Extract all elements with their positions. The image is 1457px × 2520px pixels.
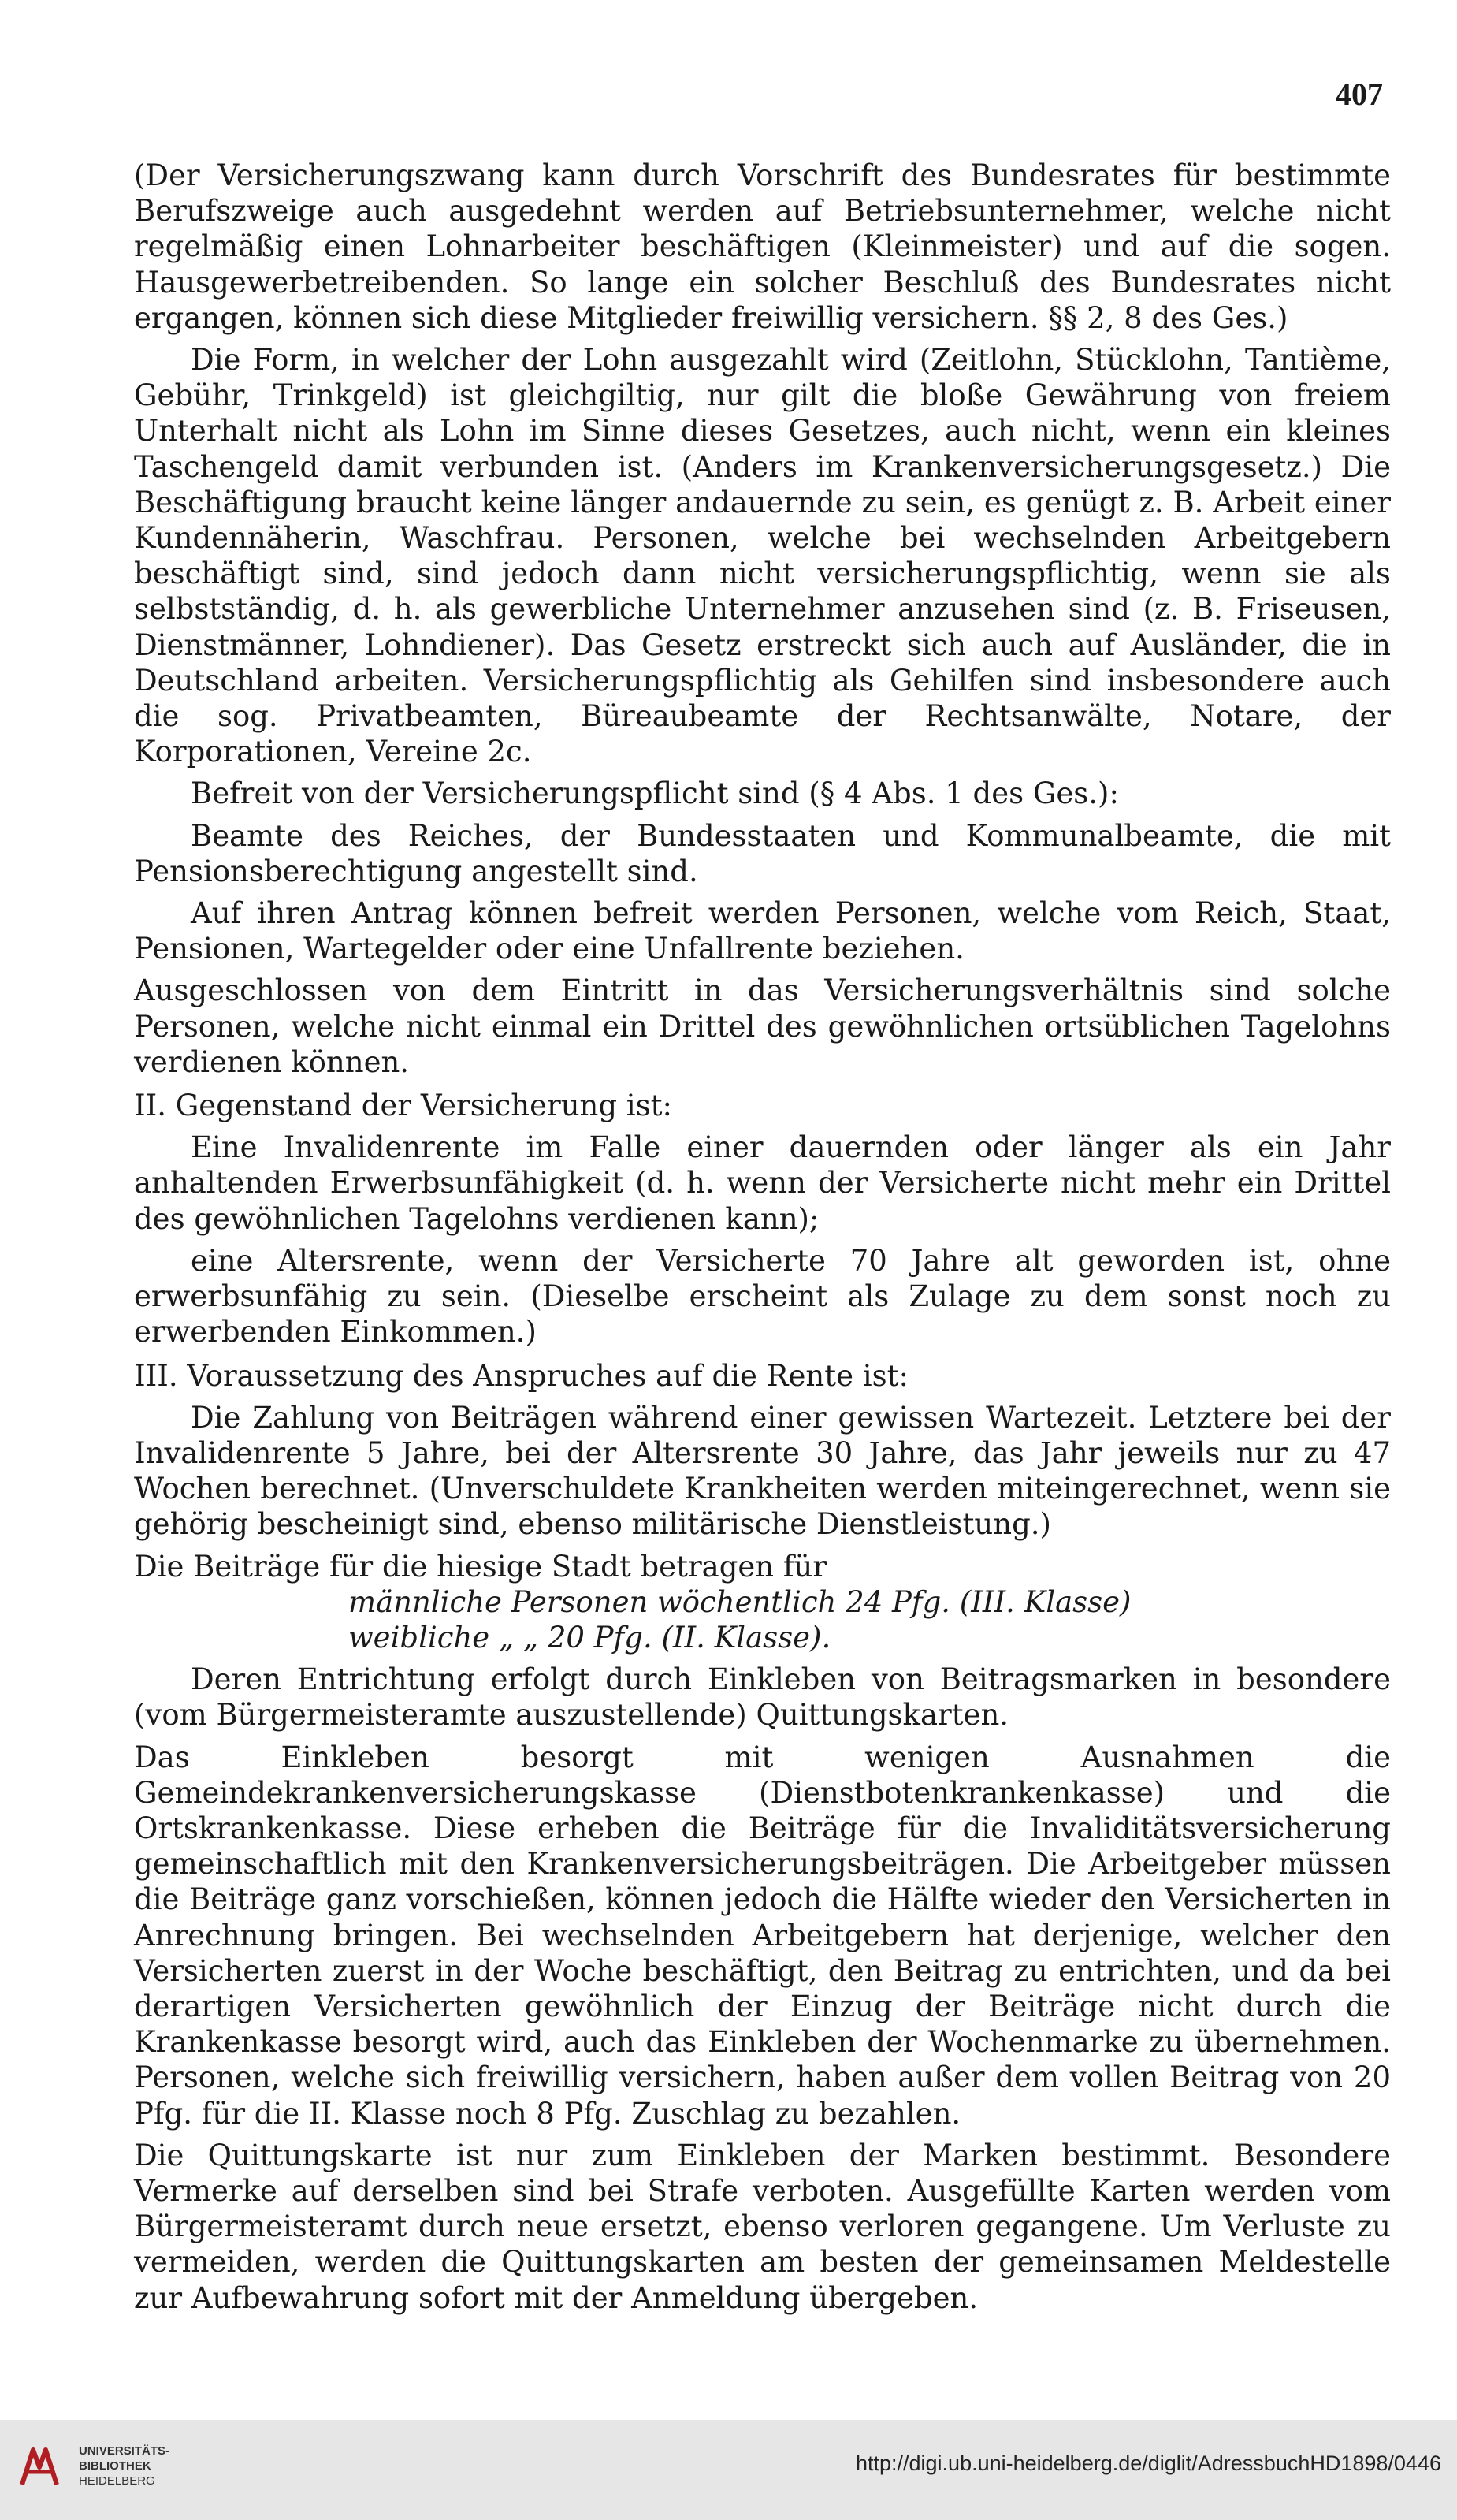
rate-line-male: männliche Personen wöchentlich 24 Pfg. (III. Klasse): [348, 1584, 1132, 1619]
paragraph-quittungskarte: Die Quittungskarte ist nur zum Einkleben der Marken bestimmt. Besondere Vermerke auf derselben sind bei Strafe verboten. Ausgefüllte Karten werden vom Bürgermeisteramt durch neue ersetzt, ebenso verloren gegangene. Um Verluste zu vermeiden, werden die Quittungskarten am besten der gemeinsamen Meldestelle zur Aufbewahrung sofort mit der Anmeldung übergeben.: [134, 2138, 1391, 2315]
paragraph-beamte: Beamte des Reiches, der Bundesstaaten und Kommunalbeamte, die mit Pensionsberechtigung angestellt sind.: [134, 818, 1391, 888]
paragraph-wartezeit: Die Zahlung von Beiträgen während einer gewissen Wartezeit. Letztere bei der Invalidenrente 5 Jahre, bei der Altersrente 30 Jahre, das Jahr jeweils nur zu 47 Wochen berechnet. (Unverschuldete Krankheiten werden miteingerechnet, wenn sie gehörig bescheinigt sind, ebenso militärische Dienstleistung.): [134, 1400, 1391, 1542]
library-name-line1: UNIVERSITÄTS-: [79, 2444, 170, 2458]
paragraph-lohn-form: Die Form, in welcher der Lohn ausgezahlt wird (Zeitlohn, Stücklohn, Tantième, Gebühr, Trinkgeld) ist gleichgiltig, nur gilt die bloße Gewährung von freiem Unterhalt nicht als Lohn im Sinne dieses Gesetzes, auch nicht, wenn ein kleines Taschengeld damit verbunden ist. (Anders im Krankenversicherungsgesetz.) Die Beschäftigung braucht keine länger andauernde zu sein, es genügt z. B. Arbeit einer Kundennäherin, Waschfrau. Personen, welche bei wechselnden Arbeitgebern beschäftigt sind, sind jedoch dann nicht versicherungspflichtig, wenn sie als selbstständig, d. h. als gewerbliche Unternehmer anzusehen sind (z. B. Friseusen, Dienstmänner, Lohndiener). Das Gesetz erstreckt sich auch auf Ausländer, die in Deutschland arbeiten. Versicherungspflichtig als Gehilfen sind insbesondere auch die sog. Privatbeamten, Büreaubeamte der Rechtsanwälte, Notare, der Korporationen, Vereine 2c.: [134, 343, 1391, 769]
paragraph-einkleben: Das Einkleben besorgt mit wenigen Ausnahmen die Gemeindekrankenversicherungskasse (Dienstbotenkrankenkasse) und die Ortskrankenkasse. Diese erheben die Beiträge für die Invaliditätsversicherung gemeinschaftlich mit den Krankenversicherungsbeiträgen. Die Arbeitgeber müssen die Beiträge ganz vorschießen, können jedoch die Hälfte wieder den Versicherten in Anrechnung bringen. Bei wechselnden Arbeitgebern hat derjenige, welcher den Versicherten zuerst in der Woche beschäftigt, den Beitrag zu entrichten, und da bei derartigen Versicherten gewöhnlich der Einzug der Beiträge nicht durch die Krankenkasse besorgt wird, auch das Einkleben der Wochenmarke zu übernehmen. Personen, welche sich freiwillig versichern, haben außer dem vollen Beitrag von 20 Pfg. für die II. Klasse noch 8 Pfg. Zuschlag zu bezahlen.: [134, 1740, 1391, 2131]
body-text: [134, 158, 1391, 2316]
section-heading-iii: III. Voraussetzung des Anspruches auf die Rente ist:: [134, 1358, 909, 1393]
paragraph-versicherungszwang: (Der Versicherungszwang kann durch Vorschrift des Bundesrates für bestimmte Berufszweige auch ausgedehnt werden auf Betriebsunternehmer, welche nicht regelmäßig einen Lohnarbeiter beschäftigen (Kleinmeister) und auf die sogen. Hausgewerbetreibenden. So lange ein solcher Beschluß des Bundesrates nicht ergangen, können sich diese Mitglieder freiwillig versichern. §§ 2, 8 des Ges.): [134, 158, 1391, 335]
paragraph-beitraege: Die Beiträge für die hiesige Stadt betragen für: [134, 1549, 827, 1584]
library-name-line2: BIBLIOTHEK: [79, 2459, 151, 2473]
section-heading-ii: II. Gegenstand der Versicherung ist:: [134, 1089, 672, 1123]
paragraph-befreit-heading: Befreit von der Versicherungspflicht sind (§ 4 Abs. 1 des Ges.):: [191, 776, 1119, 811]
university-library-logo-icon: [16, 2444, 63, 2491]
footer-bar: [0, 2420, 1457, 2520]
source-url-link[interactable]: http://digi.ub.uni-heidelberg.de/diglit/AdressbuchHD1898/0446: [855, 2451, 1441, 2475]
paragraph-entrichtung: Deren Entrichtung erfolgt durch Einkleben von Beitragsmarken in besondere (vom Bürgermeisteramte auszustellende) Quittungskarten.: [134, 1662, 1391, 1733]
library-name-line3: HEIDELBERG: [79, 2474, 155, 2488]
page-number: 407: [1336, 76, 1383, 112]
library-name: [79, 2444, 169, 2488]
rate-line-female: weibliche „ „ 20 Pfg. (II. Klasse).: [348, 1620, 831, 1655]
paragraph-invalidenrente: Eine Invalidenrente im Falle einer dauernden oder länger als ein Jahr anhaltenden Erwerbsunfähigkeit (d. h. wenn der Versicherte nicht mehr ein Drittel des gewöhnlichen Tagelohns verdienen kann);: [134, 1130, 1391, 1236]
paragraph-antrag: Auf ihren Antrag können befreit werden Personen, welche vom Reich, Staat, Pensionen, Wartegelder oder eine Unfallrente beziehen.: [134, 896, 1391, 966]
paragraph-altersrente: eine Altersrente, wenn der Versicherte 70 Jahre alt geworden ist, ohne erwerbsunfähig zu sein. (Dieselbe erscheint als Zulage zu dem sonst noch zu erwerbenden Einkommen.): [134, 1243, 1391, 1349]
paragraph-ausgeschlossen: Ausgeschlossen von dem Eintritt in das Versicherungsverhältnis sind solche Personen, welche nicht einmal ein Drittel des gewöhnlichen ortsüblichen Tagelohns verdienen können.: [134, 973, 1391, 1079]
